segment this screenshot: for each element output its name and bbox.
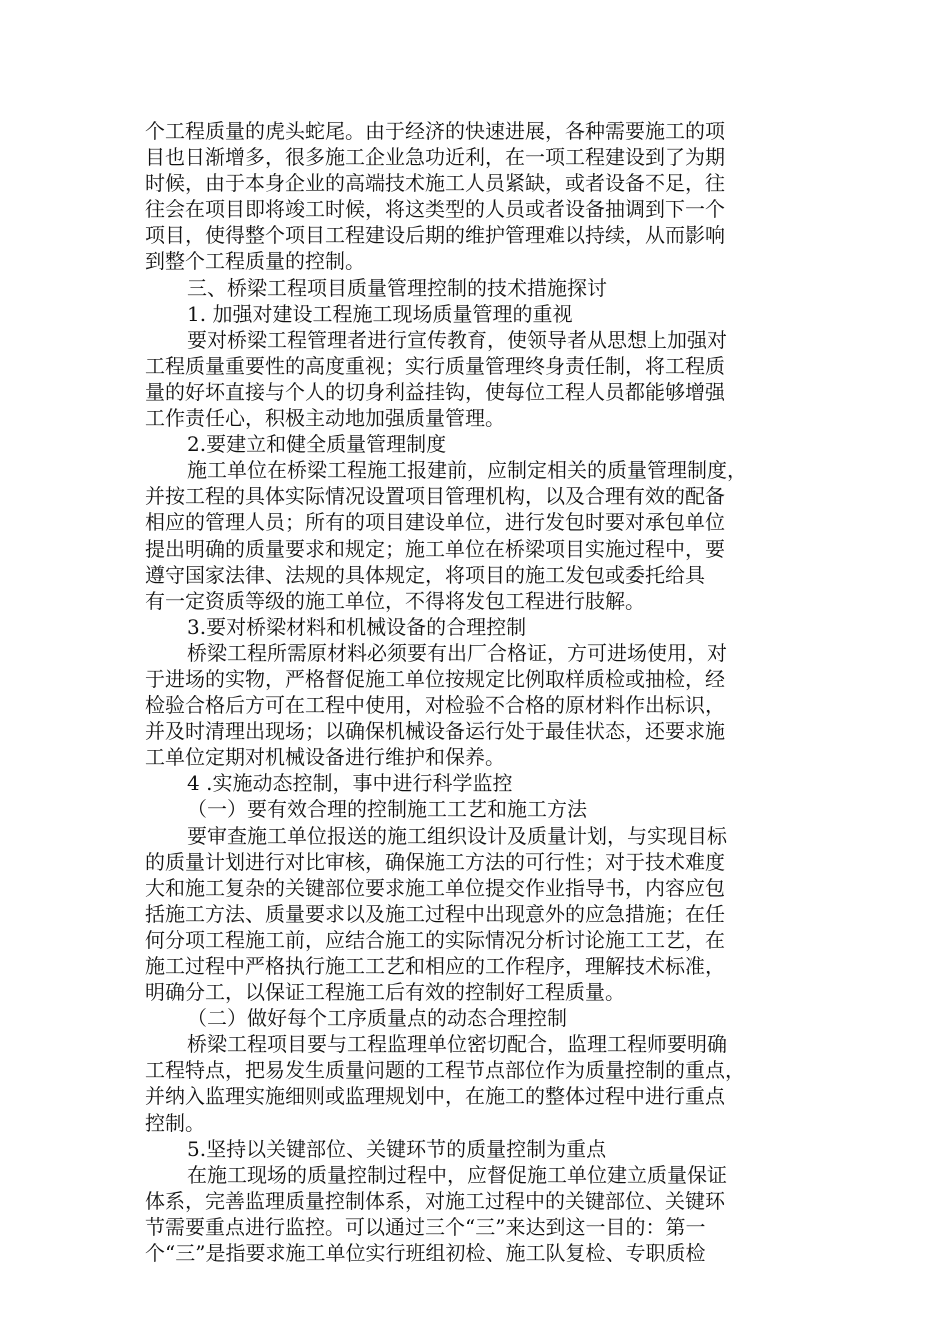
text-line: 工作责任心，积极主动地加强质量管理。 — [145, 406, 505, 431]
text-line: 控制。 — [145, 1110, 205, 1135]
text-line: 工程特点，把易发生质量问题的工程节点部位作为质量控制的重点， — [145, 1058, 745, 1083]
text-line: 施工单位在桥梁工程施工报建前，应制定相关的质量管理制度， — [187, 458, 747, 483]
text-line: 桥梁工程项目要与工程监理单位密切配合，监理工程师要明确 — [187, 1032, 727, 1057]
text-line: 提出明确的质量要求和规定；施工单位在桥梁项目实施过程中，要 — [145, 536, 725, 561]
text-line: 到整个工程质量的控制。 — [145, 249, 365, 274]
text-line: 个工程质量的虎头蛇尾。由于经济的快速进展，各种需要施工的项 — [145, 119, 725, 143]
text-line: 3.要对桥梁材料和机械设备的合理控制 — [187, 614, 527, 639]
text-line: 要对桥梁工程管理者进行宣传教育，使领导者从思想上加强对 — [187, 327, 727, 352]
text-line: 工单位定期对机械设备进行维护和保养。 — [145, 745, 505, 770]
text-line: 的质量计划进行对比审核，确保施工方法的可行性；对于技术难度 — [145, 849, 725, 874]
text-line: （二）做好每个工序质量点的动态合理控制 — [187, 1006, 567, 1031]
text-line: 体系，完善监理质量控制体系，对施工过程中的关键部位、关键环 — [145, 1188, 725, 1213]
text-line: （一）要有效合理的控制施工工艺和施工方法 — [187, 797, 587, 822]
text-line: 明确分工，以保证工程施工后有效的控制好工程质量。 — [145, 980, 625, 1005]
text-line: 括施工方法、质量要求以及施工过程中出现意外的应急措施；在任 — [145, 901, 725, 926]
text-line: 工程质量重要性的高度重视；实行质量管理终身责任制，将工程质 — [145, 353, 725, 378]
text-line: 于进场的实物，严格督促施工单位按规定比例取样质检或抽检，经 — [145, 666, 725, 691]
text-line: 项目，使得整个项目工程建设后期的维护管理难以持续，从而影响 — [145, 223, 725, 248]
text-line: 并纳入监理实施细则或监理规划中，在施工的整体过程中进行重点 — [145, 1084, 725, 1109]
document-body — [145, 118, 810, 1266]
text-line: 2.要建立和健全质量管理制度 — [187, 432, 447, 457]
text-line: 4 .实施动态控制，事中进行科学监控 — [187, 771, 513, 796]
text-line: 何分项工程施工前，应结合施工的实际情况分析讨论施工工艺，在 — [145, 927, 725, 952]
text-line: 目也日渐增多，很多施工企业急功近利，在一项工程建设到了为期 — [145, 145, 725, 170]
text-line: 节需要重点进行监控。可以通过三个“三”来达到这一目的：第一 — [145, 1214, 706, 1239]
text-line: 三、桥梁工程项目质量管理控制的技术措施探讨 — [187, 275, 607, 300]
text-line: 检验合格后方可在工程中使用，对检验不合格的原材料作出标识， — [145, 693, 725, 718]
text-line: 有一定资质等级的施工单位，不得将发包工程进行肢解。 — [145, 588, 645, 613]
text-line: 时候，由于本身企业的高端技术施工人员紧缺，或者设备不足，往 — [145, 171, 725, 196]
text-line: 个“三”是指要求施工单位实行班组初检、施工队复检、专职质检 — [145, 1241, 706, 1266]
text-line: 大和施工复杂的关键部位要求施工单位提交作业指导书，内容应包 — [145, 875, 725, 900]
text-line: 往会在项目即将竣工时候，将这类型的人员或者设备抽调到下一个 — [145, 197, 725, 222]
text-line: 相应的管理人员；所有的项目建设单位，进行发包时要对承包单位 — [145, 510, 725, 535]
text-line: 施工过程中严格执行施工工艺和相应的工作程序，理解技术标准， — [145, 954, 725, 978]
text-line: 5.坚持以关键部位、关键环节的质量控制为重点 — [187, 1136, 607, 1161]
text-line: 桥梁工程所需原材料必须要有出厂合格证，方可进场使用，对 — [187, 640, 727, 665]
text-line: 在施工现场的质量控制过程中，应督促施工单位建立质量保证 — [187, 1162, 727, 1187]
text-line: 并及时清理出现场；以确保机械设备运行处于最佳状态，还要求施 — [145, 719, 725, 744]
text-line: 1. 加强对建设工程施工现场质量管理的重视 — [187, 301, 573, 326]
text-line: 要审查施工单位报送的施工组织设计及质量计划，与实现目标 — [187, 823, 727, 848]
text-line: 量的好坏直接与个人的切身利益挂钩，使每位工程人员都能够增强 — [145, 379, 725, 404]
text-line: 遵守国家法律、法规的具体规定，将项目的施工发包或委托给具 — [145, 562, 705, 587]
text-line: 并按工程的具体实际情况设置项目管理机构，以及合理有效的配备 — [145, 484, 725, 509]
